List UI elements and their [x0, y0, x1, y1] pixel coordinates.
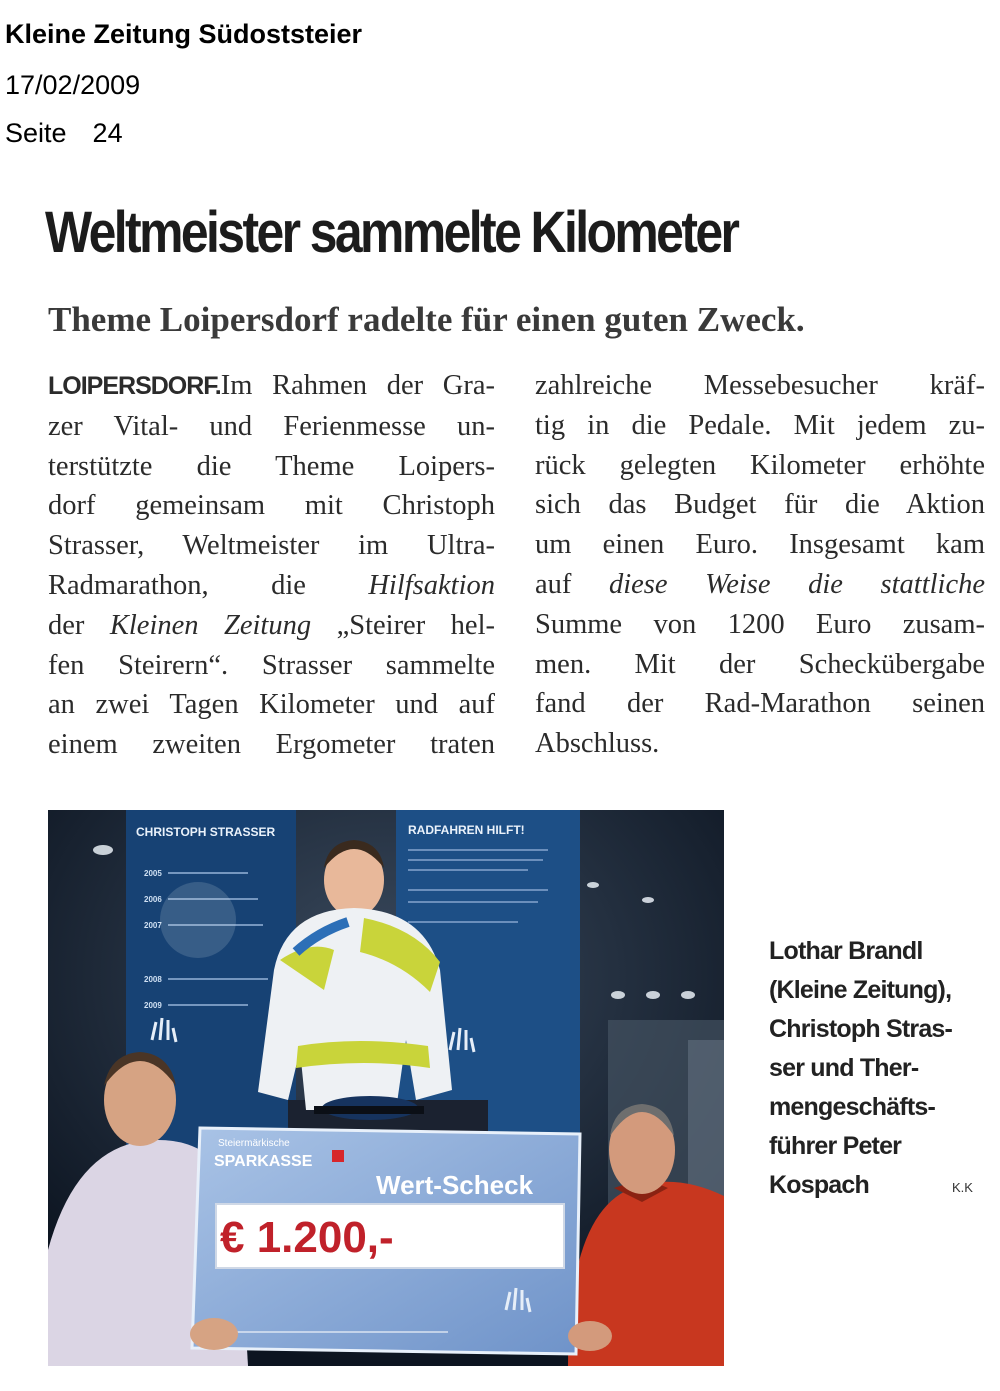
- source-publication: Kleine Zeitung Südoststeier: [5, 19, 363, 49]
- body-line: terstützte die Theme Loipers-: [48, 450, 495, 482]
- body-line: an zwei Tagen Kilometer und auf: [48, 689, 495, 721]
- body-line: der Kleinen Zeitung „Steirer hel-: [48, 609, 495, 641]
- body-line: rück gelegten Kilometer erhöhte: [535, 449, 985, 481]
- body-line: sich das Budget für die Aktion: [535, 489, 985, 521]
- check-bank: SPARKASSE: [214, 1153, 313, 1170]
- body-line: zer Vital- und Ferienmesse un-: [48, 410, 495, 442]
- italic-diese-weise: diese Weise: [608, 568, 771, 600]
- caption-line: ser und Ther-: [769, 1054, 919, 1082]
- italic-stattliche: die stattliche: [808, 568, 985, 600]
- italic-kleinen-zeitung: Kleinen Zeitung: [109, 609, 312, 641]
- photo-illustration: [48, 810, 724, 1366]
- body-line: Abschluss.: [535, 728, 660, 760]
- page-reference: [5, 117, 123, 149]
- banner-year: 2008: [144, 975, 162, 984]
- caption-line: Lothar Brandl: [769, 937, 923, 965]
- banner-right-title: RADFAHREN HILFT!: [408, 823, 525, 837]
- caption-line: Kospach: [769, 1171, 869, 1199]
- photo-credit: K.K: [952, 1180, 973, 1195]
- dateline: LOIPERSDORF.: [48, 372, 221, 400]
- banner-left-title: CHRISTOPH STRASSER: [136, 825, 276, 839]
- body-line: Radmarathon, die Hilfsaktion: [48, 569, 495, 601]
- body-line: Strasser, Weltmeister im Ultra-: [48, 530, 495, 562]
- check-amount: € 1.200,-: [220, 1213, 394, 1262]
- body-line: LOIPERSDORF.Im Rahmen der Gra-: [48, 370, 495, 401]
- article-column-left: [48, 366, 495, 765]
- body-line: tig in die Pedale. Mit jedem zu-: [535, 409, 985, 441]
- banner-year: 2009: [144, 1001, 162, 1010]
- body-line: Summe von 1200 Euro zusam-: [535, 608, 985, 640]
- body-line: dorf gemeinsam mit Christoph: [48, 490, 495, 522]
- sparkasse-logo-icon: [332, 1150, 344, 1162]
- article-column-right: [535, 366, 985, 764]
- check-title: Wert-Scheck: [376, 1170, 534, 1200]
- page-number: 24: [92, 118, 123, 148]
- check-board: [192, 1128, 580, 1354]
- caption-line: mengeschäfts-: [769, 1093, 936, 1121]
- caption-line: Christoph Stras-: [769, 1015, 953, 1043]
- body-line: fand der Rad-Marathon seinen: [535, 688, 985, 720]
- photo-caption: [769, 932, 979, 1205]
- italic-hilfsaktion: Hilfsaktion: [368, 569, 495, 601]
- body-line: um einen Euro. Insgesamt kam: [535, 529, 985, 561]
- caption-line: führer Peter: [769, 1132, 902, 1160]
- body-line: auf diese Weise die stattliche: [535, 568, 985, 600]
- banner-year: 2006: [144, 895, 162, 904]
- page-label: Seite: [5, 118, 67, 148]
- article-photo: [48, 810, 724, 1366]
- banner-year: 2005: [144, 869, 162, 878]
- body-line: einem zweiten Ergometer traten: [48, 729, 495, 761]
- body-line: zahlreiche Messebesucher kräf-: [535, 370, 985, 401]
- check-bank-small: Steiermärkische: [218, 1138, 290, 1149]
- hand-right: [568, 1321, 612, 1351]
- article-subheadline: Theme Loipersdorf radelte für einen guten Zweck.: [48, 300, 805, 339]
- publication-date: 17/02/2009: [5, 70, 141, 100]
- banner-year: 2007: [144, 921, 162, 930]
- body-line: fen Steirern“. Strasser sammelte: [48, 649, 495, 681]
- hand-left: [190, 1318, 238, 1350]
- article-headline: Weltmeister sammelte Kilometer: [45, 200, 738, 265]
- body-line: men. Mit der Scheckübergabe: [535, 648, 985, 680]
- caption-line: (Kleine Zeitung),: [769, 976, 952, 1004]
